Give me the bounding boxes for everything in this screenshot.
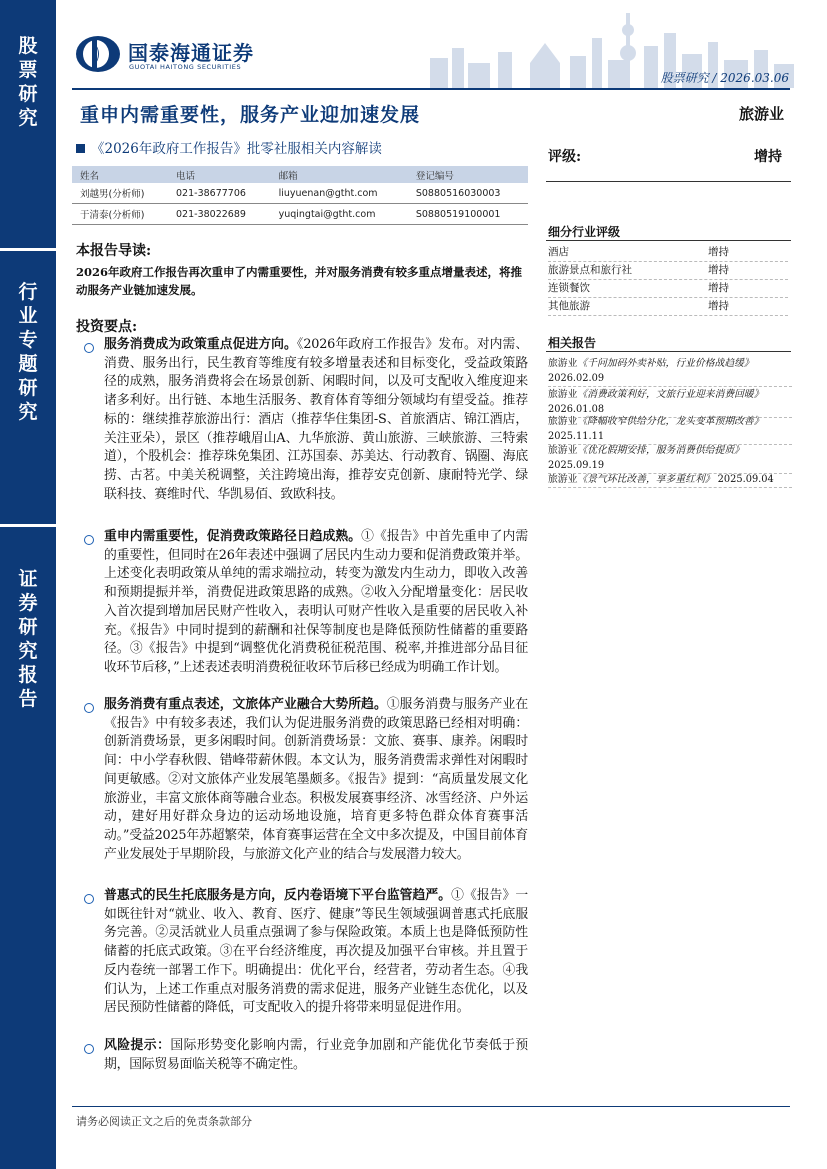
related-date: 2025.09.04 bbox=[717, 474, 774, 485]
analyst-table bbox=[72, 166, 528, 225]
related-prefix: 旅游业 bbox=[548, 389, 578, 400]
related-prefix: 旅游业 bbox=[548, 358, 578, 369]
related-report-link[interactable] bbox=[548, 414, 792, 445]
segment-name: 旅游景点和旅行社 bbox=[548, 264, 632, 276]
related-name: 《消费政策利好，文旅行业迎来消费回暖》 bbox=[577, 389, 764, 400]
table-row bbox=[72, 204, 528, 225]
sidebar-label-securities-report: 证 券 研 究 报 告 bbox=[18, 568, 38, 710]
related-report-link[interactable] bbox=[548, 472, 792, 488]
company-name-en: GUOTAI HAITONG SECURITIES bbox=[129, 63, 242, 71]
risk-paragraph bbox=[104, 1037, 528, 1074]
bullet-circle-icon bbox=[84, 703, 94, 713]
related-name: 《千问加码外卖补贴，行业价格战趋缓》 bbox=[577, 358, 754, 369]
col-header: 姓名 bbox=[72, 166, 168, 183]
list-item bbox=[548, 262, 788, 280]
rating-rule bbox=[546, 181, 791, 182]
related-date: 2026.02.09 bbox=[548, 373, 605, 384]
analyst-table-header bbox=[72, 166, 528, 183]
table-row bbox=[72, 183, 528, 204]
key-point-paragraph bbox=[104, 336, 528, 504]
segment-name: 其他旅游 bbox=[548, 300, 590, 312]
footer-rule bbox=[72, 1106, 790, 1107]
analyst-reg-no: S0880519100001 bbox=[408, 204, 528, 225]
key-point-lead: 重申内需重要性，促消费政策路径日趋成熟。 bbox=[104, 529, 362, 544]
company-logo-icon bbox=[74, 34, 122, 74]
bullet-circle-icon bbox=[84, 535, 94, 545]
analyst-phone: 021-38677706 bbox=[168, 183, 271, 204]
key-points-title: 投资要点: bbox=[76, 319, 138, 335]
bullet-circle-icon bbox=[84, 343, 94, 353]
guide-text: 2026年政府工作报告再次重申了内需重要性，并对服务消费有较多重点增量表述，将推动服务产业链加速发展。 bbox=[76, 265, 523, 297]
analyst-reg-no: S0880516030003 bbox=[408, 183, 528, 204]
key-point-lead: 普惠式的民生托底服务是方向，反内卷语境下平台监管趋严。 bbox=[104, 888, 452, 903]
related-date: 2025.11.11 bbox=[548, 431, 605, 442]
risk-body: 国际形势变化影响内需，行业竞争加剧和产能优化节奏低于预期，国际贸易面临关税等不确定性。 bbox=[104, 1038, 528, 1072]
industry-name: 旅游业 bbox=[738, 105, 784, 123]
report-subtitle bbox=[76, 137, 382, 157]
related-name: 《景气环比改善，享多重红利》 bbox=[577, 474, 715, 485]
bullet-circle-icon bbox=[84, 1044, 94, 1054]
key-point-body: ①《报告》中首先重申了内需的重要性，但同时在26年表述中强调了居民内生动力要和促消费政策并举。上述变化表明政策从单纯的需求端拉动，转变为激发内生动力，即收入改善和预期提振并举，消费促进政策思路的成熟。②收入分配增量变化：居民收入首次提到增加居民财产性收入，表明认可财产性收入是重要的居民收入补充。《报告》中同时提到的薪酬和社保等制度也是降低预防性储蓄的重要路径。③《报告》中提到“调整优化消费税征税范围、税率,并推进部分品目征收环节后移，”上述表述表明消费税征收环节后移已经成为明确工作计划。 bbox=[104, 529, 528, 675]
analyst-email[interactable]: liuyuenan@gtht.com bbox=[271, 183, 408, 204]
key-point-paragraph bbox=[104, 696, 528, 864]
col-header: 邮箱 bbox=[271, 166, 408, 183]
segment-rating: 增持 bbox=[708, 282, 729, 294]
related-name: 《降幅收窄供给分化，龙头变革预期改善》 bbox=[577, 416, 764, 427]
segment-name: 酒店 bbox=[548, 246, 569, 258]
list-item bbox=[548, 298, 788, 316]
segment-rating-title: 细分行业评级 bbox=[548, 225, 621, 239]
square-bullet-icon bbox=[76, 144, 85, 153]
risk-lead: 风险提示： bbox=[104, 1038, 171, 1053]
key-point-paragraph bbox=[104, 528, 528, 678]
related-date: 2025.09.19 bbox=[548, 460, 605, 471]
header-category-date: 股票研究 / 2026.03.06 bbox=[660, 71, 789, 85]
col-header: 登记编号 bbox=[408, 166, 528, 183]
rating-label: 评级: bbox=[548, 149, 582, 165]
disclaimer-note: 请务必阅读正文之后的免责条款部分 bbox=[76, 1115, 252, 1128]
list-item bbox=[548, 280, 788, 298]
analyst-name: 刘越男(分析师) bbox=[72, 183, 168, 204]
segment-rule bbox=[546, 240, 791, 241]
related-report-link[interactable] bbox=[548, 443, 792, 474]
key-point-body: ①服务消费与服务产业在《报告》中有较多表述，我们认为促进服务消费的政策思路已经相对明确：创新消费场景，更多闲暇时间。创新消费场景：文旅、赛事、康养。闲暇时间：中小学春秋假、错峰带薪休假。本文认为，服务消费需求弹性对闲暇时间更敏感。②对文旅体产业发展笔墨颇多。《报告》提到：“高质量发展文化旅游业，丰富文旅体商等融合业态。积极发展赛事经济、冰雪经济、户外运动，建好用好群众身边的运动场地设施，培育更多特色群众体育赛事活动。”受益2025年苏超繁荣，体育赛事运营在全文中多次提及，中国目前体育产业发展处于早期阶段，与旅游文化产业的结合与发展潜力较大。 bbox=[104, 697, 528, 862]
analyst-email[interactable]: yuqingtai@gtht.com bbox=[271, 204, 408, 225]
segment-rating: 增持 bbox=[708, 300, 729, 312]
related-reports-title: 相关报告 bbox=[548, 336, 597, 350]
key-point-body: ①《报告》一如既往针对“就业、收入、教育、医疗、健康”等民生领域强调普惠式托底服务完善。②灵活就业人员重点强调了参与保险政策。本质上也是降低预防性储蓄的托底式政策。③在平台经济维度，再次提及加强平台审核。并且置于反内卷统一部署工作下。明确提出：优化平台，经营者，劳动者生态。④我们认为，上述工作重点对服务消费的需求促进，服务产业链生态优化，以及居民预防性储蓄的降低，可支配收入的提升将带来明显促进作用。 bbox=[104, 888, 528, 1016]
key-point-lead: 服务消费有重点表述，文旅体产业融合大势所趋。 bbox=[104, 697, 387, 712]
sidebar-label-industry-research: 行 业 专 题 研 究 bbox=[18, 281, 38, 423]
sidebar-label-stock-research: 股 票 研 究 bbox=[18, 35, 38, 129]
related-report-link[interactable] bbox=[548, 356, 792, 387]
report-title: 重申内需重要性，服务产业迎加速发展 bbox=[80, 104, 421, 126]
segment-rating: 增持 bbox=[708, 246, 729, 258]
sidebar-divider bbox=[0, 248, 56, 251]
list-item bbox=[548, 244, 788, 262]
segment-name: 连锁餐饮 bbox=[548, 282, 590, 294]
related-prefix: 旅游业 bbox=[548, 416, 578, 427]
sidebar-divider bbox=[0, 524, 56, 527]
col-header: 电话 bbox=[168, 166, 271, 183]
header-rule bbox=[72, 88, 790, 90]
related-date: 2026.01.08 bbox=[548, 404, 605, 415]
key-point-lead: 服务消费成为政策重点促进方向。 bbox=[104, 337, 297, 352]
key-point-body: 《2026年政府工作报告》发布。对内需、消费、服务出行，民生教育等维度有较多增量表述和目标变化，受益政策路径的成熟，服务消费将会在场景创新、闲暇时间，以及可支配收入维度迎来诸多利好。出行链、本地生活服务、教育体育等细分领域均有望受益。推荐标的：继续推荐旅游出行：酒店（推荐华住集团-S、首旅酒店、锦江酒店，关注亚朵），景区（推荐峨眉山A、九华旅游、黄山旅游、三峡旅游、三特索道），个股机会：推荐珠免集团、江苏国泰、苏美达、行动教育、锅圈、海底捞、古茗。中美关税调整，关注跨境出海，推荐安克创新、康耐特光学、绿联科技、赛维时代、华凯易佰、致欧科技。 bbox=[104, 337, 528, 502]
related-prefix: 旅游业 bbox=[548, 474, 578, 485]
related-name: 《优化假期安排，服务消费供给提质》 bbox=[577, 445, 744, 456]
key-point-paragraph bbox=[104, 887, 528, 1018]
rating-value: 增持 bbox=[754, 149, 782, 165]
segment-rating: 增持 bbox=[708, 264, 729, 276]
related-prefix: 旅游业 bbox=[548, 445, 578, 456]
company-name-cn: 国泰海通证券 bbox=[128, 41, 254, 65]
guide-title: 本报告导读: bbox=[76, 243, 152, 259]
analyst-name: 于清泰(分析师) bbox=[72, 204, 168, 225]
bullet-circle-icon bbox=[84, 894, 94, 904]
related-rule bbox=[546, 351, 791, 352]
subtitle-text: 《2026年政府工作报告》批零社服相关内容解读 bbox=[91, 141, 382, 157]
analyst-phone: 021-38022689 bbox=[168, 204, 271, 225]
left-sidebar bbox=[0, 0, 56, 1169]
